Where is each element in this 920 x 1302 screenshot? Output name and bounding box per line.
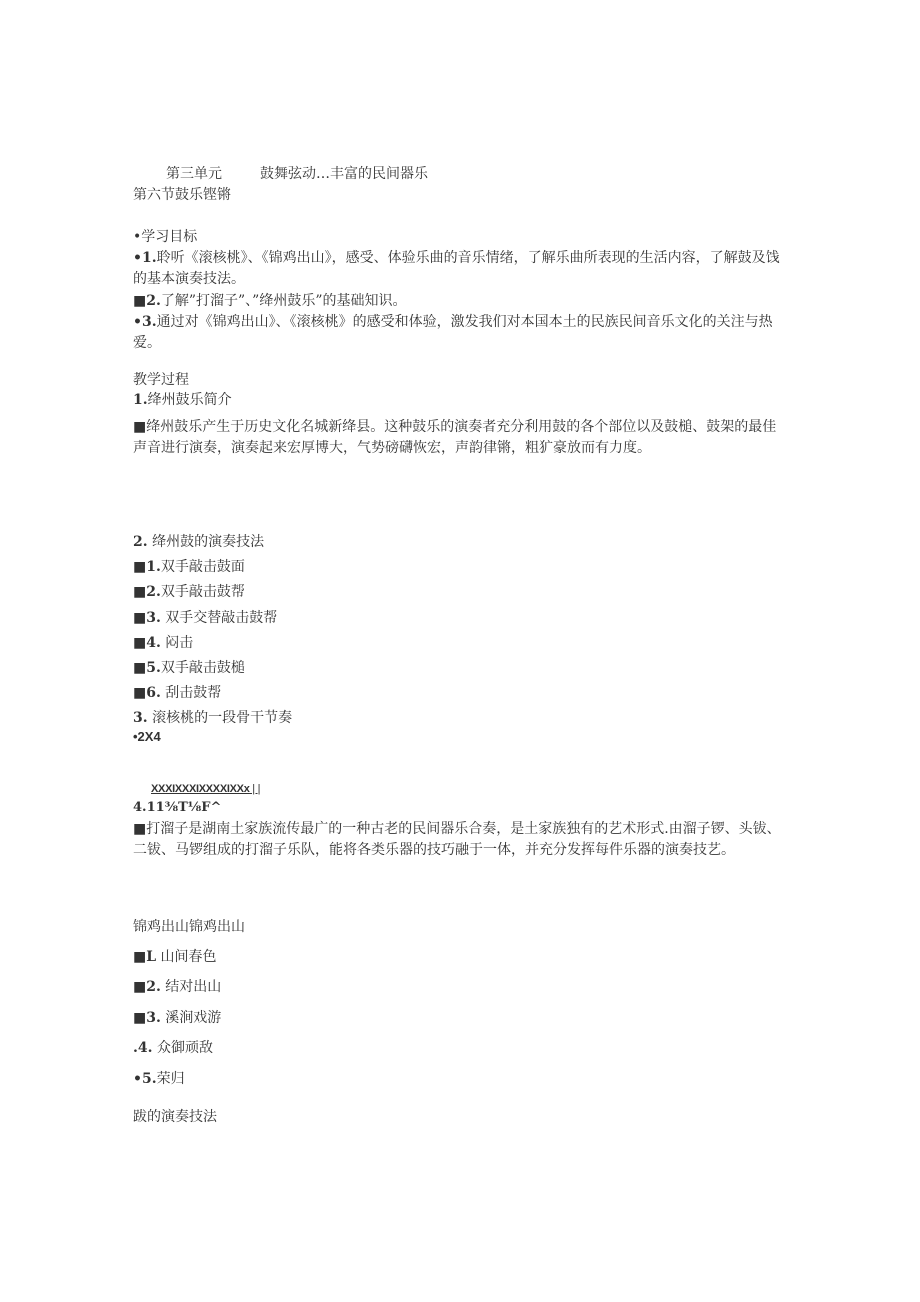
item-marker: ■1. [133, 559, 161, 575]
item-text: 闷击 [165, 635, 194, 651]
item-marker: •5. [133, 1071, 157, 1087]
item-text: 刮击鼓帮 [165, 685, 222, 701]
item-text: 双手交替敲击鼓帮 [165, 610, 278, 626]
item-marker: ■4. [133, 635, 161, 651]
jinji-heading: 锦鸡出山锦鸡出山 [133, 919, 245, 935]
paragraph-daliuzi [133, 819, 788, 861]
item-marker: ■2. [133, 584, 161, 600]
item-marker: ■5. [133, 660, 161, 676]
footer-heading: 跋的演奏技法 [133, 1109, 217, 1125]
item-text: 结对出山 [165, 979, 222, 995]
goal-text: 通过对《锦鸡出山》、《滚核桃》的感受和体验，激发我们对本国本土的民族民间音乐文化的关注与热爱。 [133, 314, 773, 351]
time-signature: •2X4 [133, 729, 161, 744]
jinji-item-1 [133, 947, 217, 967]
item-text: 双手敲击鼓槌 [160, 660, 245, 676]
unit-label: 第三单元 [166, 166, 222, 182]
paragraph-text: 绛州鼓乐产生于历史文化名城新绛县。这种鼓乐的演奏者充分利用鼓的各个部位以及鼓槌、鼓架的最佳声音进行演奏，演奏起来宏厚博大，气势磅礴恢宏，声韵律锵，粗犷豪放而有力度。 [133, 419, 777, 456]
section-title: 第六节鼓乐铿锵 [133, 187, 231, 203]
technique-item-4 [133, 633, 193, 653]
item-text: 荣归 [156, 1071, 185, 1087]
goal-item-3 [133, 312, 788, 354]
paragraph-jiangzhou [133, 417, 788, 459]
unit-title-line [166, 164, 428, 184]
goal-marker: •1. [133, 250, 157, 266]
item-marker: ■2. [133, 979, 161, 995]
subheading-text: 滚核桃的一段骨干节奏 [152, 710, 293, 726]
goal-text: 聆听《滚核桃》、《锦鸡出山》，感受、体验乐曲的音乐情绪，了解乐曲所表现的生活内容，了解鼓及饯的基本演奏技法。 [133, 250, 780, 287]
subheading-3 [133, 708, 292, 728]
subheading-text: 绛州鼓乐简介 [147, 392, 232, 408]
rhythm-line [151, 779, 260, 799]
process-heading: 教学过程 [133, 372, 189, 388]
garbled-notation: 4.11⅜T⅛F^ [133, 800, 222, 815]
goal-marker: ■2. [133, 293, 161, 309]
rhythm-notation: XXXIXXXIXXXXIXXx [151, 783, 250, 795]
jinji-item-3 [133, 1008, 221, 1028]
subheading-marker: 3. [133, 710, 148, 726]
subheading-text: 绛州鼓的演奏技法 [152, 534, 265, 550]
item-text: 双手敲击鼓面 [160, 559, 245, 575]
square-bullet: ■ [133, 419, 147, 435]
jinji-item-4 [133, 1038, 213, 1058]
technique-item-1 [133, 557, 245, 577]
subheading-marker: 2. [133, 534, 148, 550]
jinji-item-5 [133, 1069, 185, 1089]
item-text: 山间春色 [160, 949, 217, 965]
technique-item-3 [133, 608, 277, 628]
goal-item-2 [133, 291, 406, 311]
subheading-2 [133, 532, 264, 552]
item-marker: ■L [133, 949, 157, 965]
subheading-marker: 1. [133, 392, 148, 408]
technique-item-6 [133, 683, 221, 703]
subheading-1 [133, 390, 232, 410]
item-text: 双手敲击鼓帮 [160, 584, 245, 600]
item-marker: ■3. [133, 1010, 161, 1026]
goal-marker: •3. [133, 314, 157, 330]
rhythm-bars: | | [249, 783, 261, 795]
technique-item-2 [133, 582, 245, 602]
jinji-item-2 [133, 977, 221, 997]
item-marker: ■3. [133, 610, 161, 626]
paragraph-text: 打溜子是湖南土家族流传最广的一种古老的民间器乐合奏，是土家族独有的艺术形式.由溜子锣、头钹、二钹、马锣组成的打溜子乐队，能将各类乐器的技巧融于一体，并充分发挥每件乐器的演奏技艺。 [133, 821, 781, 858]
item-text: 众御顽敌 [156, 1040, 213, 1056]
item-marker: .4. [133, 1040, 153, 1056]
square-bullet: ■ [133, 821, 147, 837]
unit-title: 鼓舞弦动…丰富的民间器乐 [260, 166, 428, 182]
goals-heading: •学习目标 [133, 229, 198, 245]
item-marker: ■6. [133, 685, 161, 701]
goal-text: 了解”打溜子”、”绛州鼓乐”的基础知识。 [160, 293, 407, 309]
technique-item-5 [133, 658, 245, 678]
item-text: 溪涧戏游 [165, 1010, 222, 1026]
goal-item-1 [133, 248, 788, 290]
